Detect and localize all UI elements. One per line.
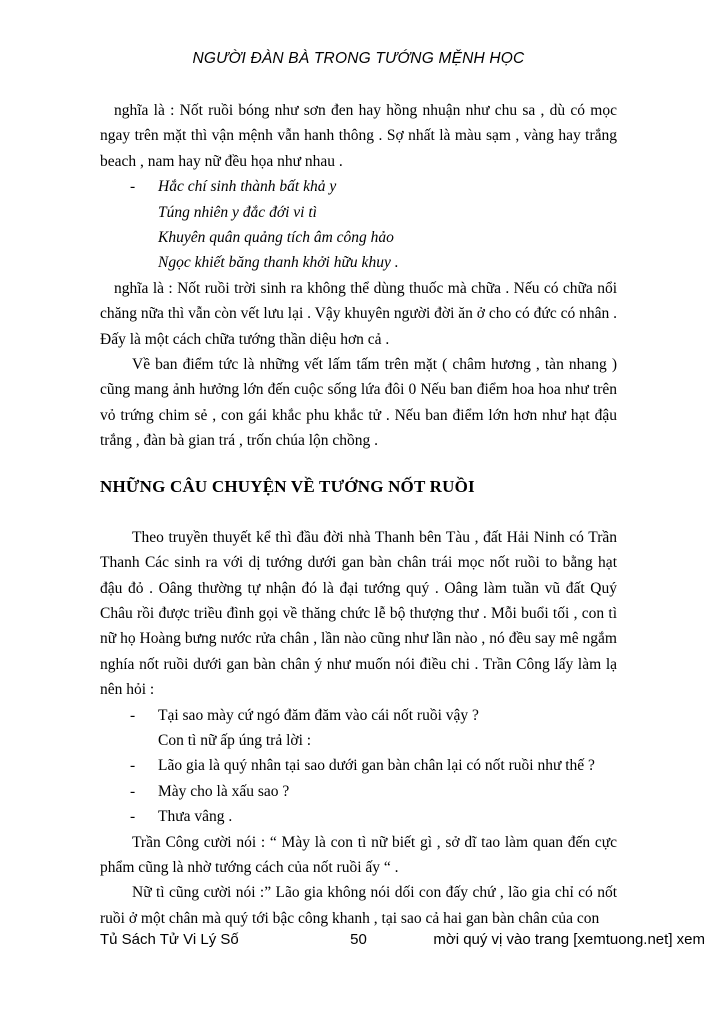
poem-line-text: Hắc chí sinh thành bất khả y bbox=[158, 178, 337, 196]
poem-dash: - bbox=[130, 178, 136, 196]
dialogue-line bbox=[100, 753, 617, 778]
dialogue-text: Thưa vâng . bbox=[158, 808, 233, 826]
poem-line: Túng nhiên y đắc đới vi tì bbox=[158, 203, 317, 221]
footer-page-number: 50 bbox=[350, 931, 367, 948]
story-paragraph: Theo truyền thuyết kể thì đầu đời nhà Thanh bên Tàu , đất Hải Ninh có Trần Thanh Các sinh ra với dị tướng dưới gan bàn chân trái mọc nốt ruồi to bằng hạt đậu đỏ . Oâng thường tự nhận đó là đại tướng quý . Oâng làm tuần vũ đất Quý Châu rồi được triều đình gọi về thăng chức lễ bộ thượng thư . Mỗi buổi tối , con tì nữ họ Hoàng bưng nước rửa chân , lần nào cũng như lần nào , nó đều say mê ngắm nghía nốt ruồi dưới gan bàn chân ý như muốn nói điều chi . Trần Công lấy làm lạ nên hỏi : bbox=[100, 528, 617, 699]
dialogue-line bbox=[100, 804, 617, 829]
dialogue-dash: - bbox=[130, 757, 136, 775]
tran-cong-paragraph: Trần Công cười nói : “ Mày là con tì nữ biết gì , sở dĩ tao làm quan đến cực phẩm cũng là nhờ tướng cách của nốt ruồi ấy “ . bbox=[100, 833, 617, 876]
dialogue-dash: - bbox=[130, 782, 136, 800]
dialogue-text: Lão gia là quý nhân tại sao dưới gan bàn chân lại có nốt ruồi như thế ? bbox=[158, 757, 595, 775]
footer-note: mời quý vị vào trang [xemtuong.net] xem bbox=[433, 931, 705, 948]
dialogue-text: Tại sao mày cứ ngó đăm đăm vào cái nốt ruồi vậy ? bbox=[158, 706, 479, 724]
footer-series: Tủ Sách Tử Vi Lý Số bbox=[100, 931, 239, 948]
page-body bbox=[100, 72, 617, 931]
moles-poem bbox=[100, 174, 617, 276]
dialogue-line bbox=[100, 779, 617, 804]
nu-ti-paragraph: Nữ tì cũng cười nói :” Lão gia không nói dối con đấy chứ , lão gia chỉ có nốt ruồi ở một chân mà quý tới bậc công khanh , tại sao cả hai gan bàn chân của con bbox=[100, 884, 617, 927]
dialogue-dash: - bbox=[130, 808, 136, 826]
ban-diem-paragraph: Về ban điểm tức là những vết lấm tấm trên mặt ( châm hương , tàn nhang ) cũng mang ảnh hưởng lớn đến cuộc sống lứa đôi 0 Nếu ban điểm hoa hoa như trên vỏ trứng chim sẻ , con gái khắc phu khắc tử . Nếu ban điểm lớn hơn như hạt đậu trắng , đàn bà gian trá , trốn chúa lộn chồng . bbox=[100, 356, 617, 450]
dialogue-dash: - bbox=[130, 706, 136, 724]
poem-line: Ngọc khiết băng thanh khởi hữu khuy . bbox=[158, 254, 399, 272]
dialogue-text: Con tì nữ ấp úng trả lời : bbox=[158, 731, 312, 749]
dialogue-line bbox=[100, 728, 617, 753]
intro-paragraph-2: nghĩa là : Nốt ruồi trời sinh ra không thể dùng thuốc mà chữa . Nếu có chữa nổi chăng nữa thì vẫn còn vết lưu lại . Vậy khuyên người đời ăn ở cho có đức có nhân . Đấy là một cách chữa tướng thần diệu hơn cả . bbox=[100, 279, 617, 348]
dialogue-text: Mày cho là xấu sao ? bbox=[158, 782, 290, 800]
intro-paragraph-1: nghĩa là : Nốt ruồi bóng như sơn đen hay hồng nhuận như chu sa , dù có mọc ngay trên mặt thì vận mệnh vẫn hanh thông . Sợ nhất là màu sạm , vàng hay trắng beach , nam hay nữ đều họa như nhau . bbox=[100, 102, 617, 170]
dialogue-line bbox=[100, 703, 617, 728]
dialogue-dash bbox=[130, 728, 158, 753]
poem-line: Khuyên quân quảng tích âm công hảo bbox=[158, 229, 394, 247]
poem-line bbox=[130, 174, 617, 199]
dialogue-block bbox=[100, 703, 617, 830]
section-heading: NHỮNG CÂU CHUYỆN VỀ TƯỚNG NỐT RUỒI bbox=[100, 476, 475, 496]
page-title: NGƯỜI ĐÀN BÀ TRONG TƯỚNG MỆNH HỌC bbox=[192, 50, 525, 67]
